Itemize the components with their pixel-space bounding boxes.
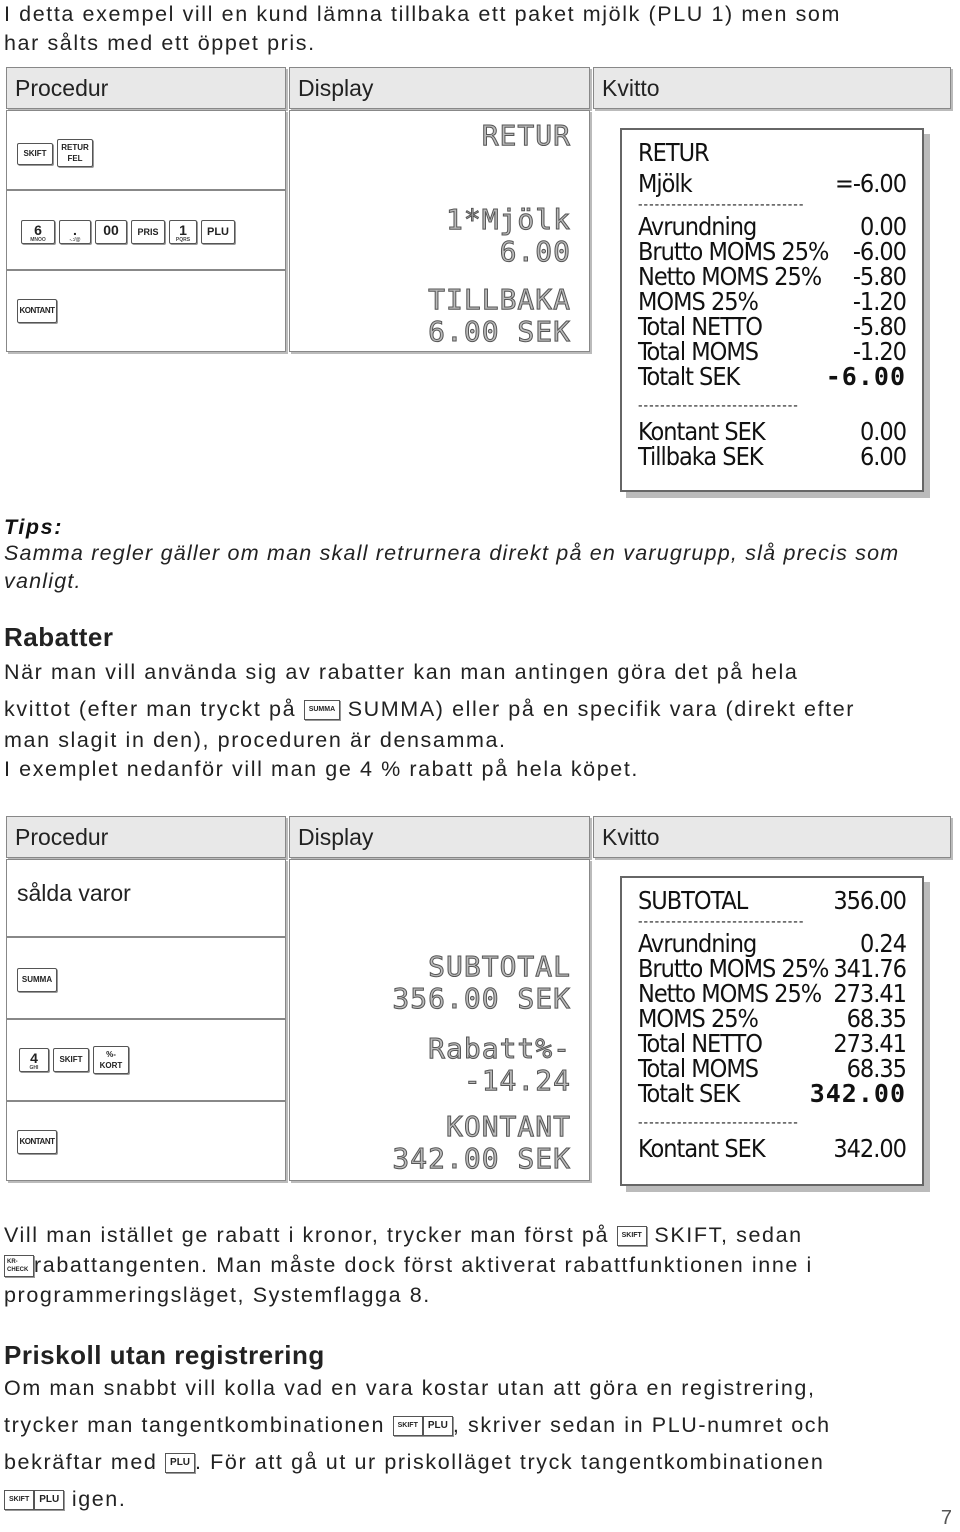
intro-line-2: har sålts med ett öppet pris. <box>4 31 316 55</box>
receipt-row: Total MOMS -1.20 <box>638 337 906 366</box>
plu-inline-key: PLU <box>423 1416 453 1436</box>
receipt-row: Avrundning 0.24 <box>638 929 906 958</box>
salda-varor-label: sålda varor <box>17 880 131 906</box>
tips-label: Tips: <box>4 515 63 539</box>
summa-key[interactable]: SUMMA <box>17 968 57 992</box>
receipt-row: Total NETTO 273.41 <box>638 1029 906 1058</box>
display-line: 1*Mjölk <box>445 203 571 236</box>
plu-key[interactable]: PLU <box>201 220 235 244</box>
key-dot[interactable]: . -.:/@ <box>59 220 91 244</box>
display-line: 342.00 SEK <box>392 1142 571 1175</box>
tips-line-1: Samma regler gäller om man skall retrurnera direkt på en varugrupp, slå precis som <box>4 541 900 565</box>
retur-fel-key[interactable]: RETUR FEL <box>57 139 93 167</box>
rabatter-line-2: kvittot (efter man tryckt på SUMMA SUMMA) eller på en specifik vara (direkt efter <box>4 697 856 721</box>
kontant-key[interactable]: KONTANT <box>17 299 57 323</box>
receipt-divider: ----------------------------- <box>638 1115 799 1131</box>
receipt-row: MOMS 25% -1.20 <box>638 287 906 316</box>
display-line: 6.00 SEK <box>428 315 571 348</box>
rabatter-heading: Rabatter <box>4 622 114 652</box>
display-line: RETUR <box>481 119 571 152</box>
key-00[interactable]: 00 <box>95 220 127 244</box>
t1-proc-row-1 <box>6 110 286 190</box>
table2-header-procedur: Procedur <box>6 816 286 858</box>
receipt-row: Netto MOMS 25% 273.41 <box>638 979 906 1008</box>
priskoll-line-3: bekräftar med PLU . För att gå ut ur priskolläget tryck tangentkombinationen <box>4 1450 825 1474</box>
display-line: KONTANT <box>445 1110 571 1143</box>
skift-key[interactable]: SKIFT <box>17 143 53 165</box>
receipt-row: Total MOMS 68.35 <box>638 1054 906 1083</box>
skift-key[interactable]: SKIFT <box>53 1048 89 1072</box>
receipt-row: Brutto MOMS 25% -6.00 <box>638 237 906 266</box>
t2-proc-row-2 <box>6 937 286 1019</box>
skift-inline-key: SKIFT <box>4 1490 34 1510</box>
rabatter-line-3: man slagit in den), proceduren är densamma. <box>4 728 507 752</box>
table2-header-display: Display <box>289 816 590 858</box>
pris-key[interactable]: PRIS <box>131 220 165 244</box>
receipt-total-row: Totalt SEK -6.00 <box>638 362 906 391</box>
priskoll-heading: Priskoll utan registrering <box>4 1340 325 1370</box>
display-line: 356.00 SEK <box>392 982 571 1015</box>
t2-display <box>289 859 590 1181</box>
display-line: SUBTOTAL <box>428 950 571 983</box>
key-4[interactable]: 4 GHI <box>19 1048 49 1072</box>
kronor-line-1: Vill man istället ge rabatt i kronor, trycker man först på SKIFT SKIFT, sedan <box>4 1223 803 1247</box>
kronor-line-3: programmeringsläget, Systemflagga 8. <box>4 1283 431 1307</box>
receipt-total-row: Totalt SEK 342.00 <box>638 1079 906 1108</box>
display-line: 6.00 <box>499 235 571 268</box>
kronor-line-2: KR-CHECK rabattangenten. Man måste dock först aktiverat rabattfunktionen inne i <box>4 1250 952 1280</box>
table1-header-kvitto: Kvitto <box>593 67 951 109</box>
priskoll-line-4: SKIFT PLU igen. <box>4 1484 952 1514</box>
key-1[interactable]: 1 PQRS <box>169 220 197 244</box>
receipt-item-row: Mjölk =-6.00 <box>638 169 906 198</box>
display-line: Rabatt%- <box>428 1032 571 1065</box>
t1-proc-row-2 <box>6 190 286 270</box>
t2-proc-row-3 <box>6 1019 286 1101</box>
receipt-title: RETUR <box>638 138 709 167</box>
receipt-row: Brutto MOMS 25% 341.76 <box>638 954 906 983</box>
skift-inline-key: SKIFT <box>617 1226 647 1246</box>
t1-display <box>289 110 590 352</box>
receipt-tillbaka-row: Tillbaka SEK 6.00 <box>638 442 906 471</box>
pct-kort-key[interactable]: %- KORT <box>93 1046 129 1074</box>
kontant-key[interactable]: KONTANT <box>17 1130 57 1154</box>
receipt-divider: ------------------------------ <box>638 197 805 213</box>
receipt-divider: ----------------------------- <box>638 398 799 414</box>
tips-line-2: vanligt. <box>4 569 82 593</box>
receipt-subtotal-row: SUBTOTAL 356.00 <box>638 886 906 915</box>
priskoll-line-2: trycker man tangentkombinationen SKIFT PLU , skriver sedan in PLU-numret och <box>4 1413 831 1437</box>
t2-proc-row-1 <box>6 859 286 937</box>
plu-inline-key: PLU <box>165 1453 195 1473</box>
receipt-row: Avrundning 0.00 <box>638 212 906 241</box>
skift-inline-key: SKIFT <box>393 1416 423 1436</box>
receipt-row: MOMS 25% 68.35 <box>638 1004 906 1033</box>
display-line: -14.24 <box>463 1064 571 1097</box>
receipt-kontant-row: Kontant SEK 0.00 <box>638 417 906 446</box>
intro-line-1: I detta exempel vill en kund lämna tillbaka ett paket mjölk (PLU 1) men som <box>4 2 841 26</box>
plu-inline-key: PLU <box>34 1490 64 1510</box>
key-6[interactable]: 6 MNOO <box>21 220 55 244</box>
t1-proc-row-3 <box>6 270 286 352</box>
table1-header-display: Display <box>289 67 590 109</box>
summa-inline-key: SUMMA <box>304 700 340 720</box>
display-line: TILLBAKA <box>428 283 571 316</box>
page-number: 7 <box>940 1507 952 1529</box>
receipt-2 <box>620 876 924 1186</box>
receipt-row: Netto MOMS 25% -5.80 <box>638 262 906 291</box>
priskoll-line-1: Om man snabbt vill kolla vad en vara kostar utan att göra en registrering, <box>4 1376 816 1400</box>
receipt-divider: ------------------------------ <box>638 914 805 930</box>
receipt-row: Total NETTO -5.80 <box>638 312 906 341</box>
kr-check-inline-key: KR-CHECK <box>4 1255 34 1277</box>
rabatter-line-1: När man vill använda sig av rabatter kan man antingen göra det på hela <box>4 660 799 684</box>
table1-header-procedur: Procedur <box>6 67 286 109</box>
rabatter-line-4: I exemplet nedanför vill man ge 4 % rabatt på hela köpet. <box>4 757 639 781</box>
receipt-1 <box>620 128 924 492</box>
t2-proc-row-4 <box>6 1101 286 1181</box>
receipt-kontant-row: Kontant SEK 342.00 <box>638 1134 906 1163</box>
table2-header-kvitto: Kvitto <box>593 816 951 858</box>
